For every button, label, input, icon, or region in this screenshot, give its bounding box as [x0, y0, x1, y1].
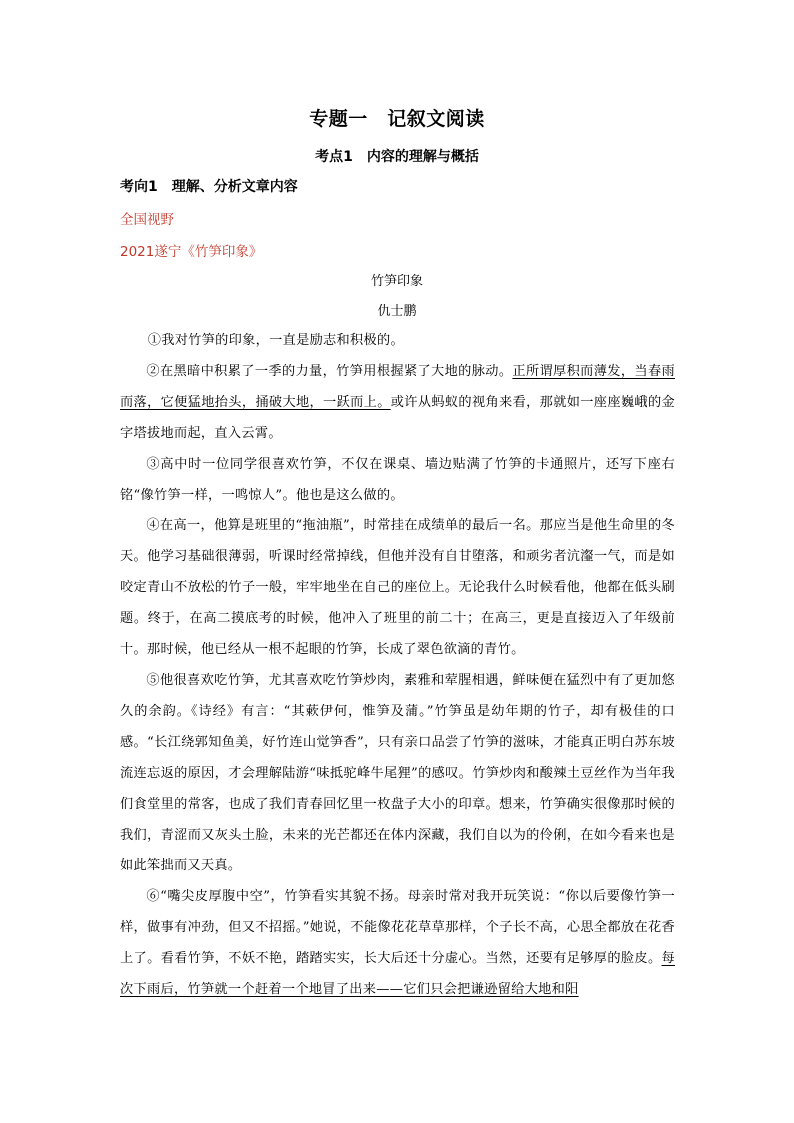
- paragraph-5: ⑤他很喜欢吃竹笋，尤其喜欢吃竹笋炒肉，素雅和荤腥相遇，鲜味便在猛烈中有了更加悠久的余韵。《诗经》有言：“其蔌伊何，惟笋及蒲。”竹笋虽是幼年期的竹子，却有极佳的口感。“长江绕郭知鱼美，好竹连山觉笋香”，只有亲口品尝了竹笋的滋味，才能真正明白苏东坡流连忘返的原因，才会理解陆游“味抵驼峰牛尾狸”的感叹。竹笋炒肉和酸辣土豆丝作为当年我们食堂里的常客，也成了我们青春回忆里一枚盘子大小的印章。想来，竹笋确实很像那时候的我们，青涩而又灰头土脸，未来的光芒都还在体内深藏，我们自以为的伶俐，在如今看来也是如此笨拙而又天真。: [120, 672, 675, 874]
- paragraph-4: ④在高一，他算是班里的“拖油瓶”，时常挂在成绩单的最后一名。那应当是他生命里的冬天。他学习基础很薄弱，听课时经常掉线，但他并没有自甘堕落，和顽劣者沆瀣一气，而是如咬定青山不放松的竹子一般，牢牢地坐在自己的座位上。无论我什么时候看他，他都在低头刷题。终于，在高二摸底考的时候，他冲入了班里的前二十；在高三，更是直接迈入了年级前十。那时候，他已经从一根不起眼的竹笋，长成了翠色欲滴的青竹。: [120, 518, 675, 658]
- topic-heading: 专题一 记叙文阅读: [309, 108, 485, 130]
- paragraph-2: [120, 357, 675, 450]
- article-title: 竹笋印象: [370, 274, 423, 289]
- region-label: 全国视野: [120, 212, 174, 228]
- paragraph-3: ③高中时一位同学很喜欢竹笋，不仅在课桌、墙边贴满了竹笋的卡通照片，还写下座右铭“像竹笋一样，一鸣惊人”。他也是这么做的。: [120, 456, 675, 503]
- article-body: [120, 326, 675, 1006]
- article-author: 仇士鹏: [377, 304, 417, 319]
- paragraph-1: ①我对竹笋的印象，一直是励志和积极的。: [147, 333, 404, 348]
- direction-heading: 考向1 理解、分析文章内容: [120, 179, 298, 195]
- paragraph-2-text-b: 或许从蚂蚁的视角来看，那就如一座座巍峨的金字塔拔地而起，直入云霄。: [120, 394, 675, 441]
- paragraph-6-text: ⑥“嘴尖皮厚腹中空”，竹笋看实其貌不扬。母亲时常对我开玩笑说：“你以后要像竹笋一样，做事有冲劲，但又不招摇。”她说，不能像花花草草那样，个子长不高，心思全都放在花香上了。看看竹笋，不妖不艳，踏踏实实，长大后还十分虚心。当然，还要有足够厚的脸皮。: [120, 889, 675, 967]
- paragraph-2-underlined: 正所谓厚积而薄发，当春雨而落，它便猛地抬头，捅破大地，一跃而上。: [120, 363, 675, 410]
- paragraph-6-underlined: 每次下雨后，竹笋就一个赶着一个地冒了出来——它们只会把谦逊留给大地和阳: [120, 951, 675, 998]
- paragraph-6: [120, 882, 675, 1006]
- source-label: 2021遂宁《竹笋印象》: [120, 244, 263, 260]
- point-heading: 考点1 内容的理解与概括: [315, 149, 479, 165]
- paragraph-2-text-a: ②在黑暗中积累了一季的力量，竹笋用根握紧了大地的脉动。: [146, 363, 513, 379]
